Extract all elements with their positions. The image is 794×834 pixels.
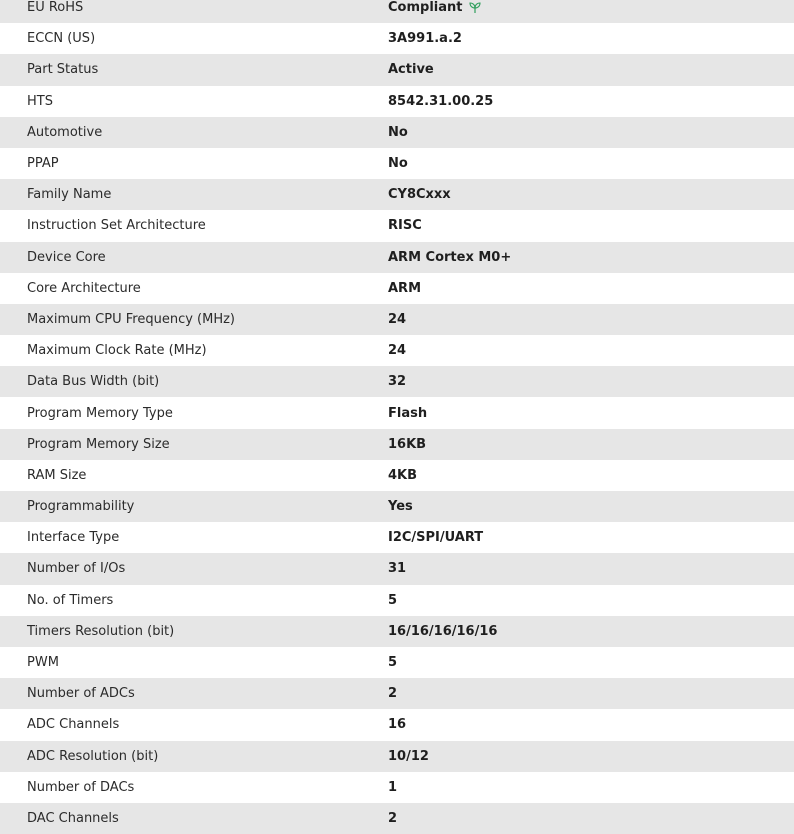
spec-row-eu-rohs — [0, 0, 794, 23]
spec-value: Yes — [388, 499, 413, 515]
spec-label: Data Bus Width (bit) — [27, 374, 160, 390]
spec-value: 32 — [388, 374, 407, 390]
spec-value: No — [388, 156, 408, 172]
spec-value: 8542.31.00.25 — [388, 93, 494, 109]
spec-label: Maximum Clock Rate (MHz) — [27, 343, 207, 359]
spec-value: Flash — [388, 405, 428, 421]
spec-value: 24 — [388, 343, 407, 359]
spec-row-dac-channels — [0, 803, 794, 834]
spec-value: No — [388, 124, 408, 140]
spec-value: ARM Cortex M0+ — [388, 249, 512, 265]
spec-label: RAM Size — [27, 467, 87, 483]
leaf-icon — [468, 2, 482, 14]
spec-label: Device Core — [27, 249, 106, 265]
spec-value: 2 — [388, 686, 398, 702]
spec-row-core-architecture — [0, 273, 794, 304]
spec-row-ram-size — [0, 460, 794, 491]
spec-row-number-of-dacs — [0, 772, 794, 803]
spec-label: ADC Channels — [27, 717, 120, 733]
spec-row-program-memory-type — [0, 397, 794, 428]
spec-value: Active — [388, 62, 434, 78]
spec-value: 1 — [388, 779, 398, 795]
spec-label: Number of DACs — [27, 779, 135, 795]
spec-row-pwm — [0, 647, 794, 678]
spec-value: RISC — [388, 218, 422, 234]
spec-row-number-of-ios — [0, 553, 794, 584]
spec-label: PPAP — [27, 156, 59, 172]
spec-value: Compliant — [388, 0, 463, 16]
spec-value: 16KB — [388, 436, 427, 452]
spec-value: 2 — [388, 810, 398, 826]
spec-label: No. of Timers — [27, 592, 114, 608]
spec-row-max-cpu-frequency — [0, 304, 794, 335]
spec-label: ADC Resolution (bit) — [27, 748, 159, 764]
spec-value-wrap — [388, 0, 482, 15]
spec-label: EU RoHS — [27, 0, 84, 16]
spec-row-adc-channels — [0, 709, 794, 740]
spec-row-ppap — [0, 148, 794, 179]
spec-label: Family Name — [27, 187, 112, 203]
spec-label: Programmability — [27, 499, 135, 515]
spec-label: ECCN (US) — [27, 31, 96, 47]
spec-row-part-status — [0, 54, 794, 85]
spec-row-programmability — [0, 491, 794, 522]
spec-row-timers-resolution — [0, 616, 794, 647]
spec-label: Timers Resolution (bit) — [27, 623, 175, 639]
spec-value: 16/16/16/16/16 — [388, 623, 498, 639]
spec-label: Automotive — [27, 124, 103, 140]
spec-label: HTS — [27, 93, 53, 109]
spec-row-program-memory-size — [0, 429, 794, 460]
spec-label: Core Architecture — [27, 280, 141, 296]
spec-value: I2C/SPI/UART — [388, 530, 484, 546]
spec-label: Number of ADCs — [27, 686, 135, 702]
spec-row-max-clock-rate — [0, 335, 794, 366]
spec-row-isa — [0, 210, 794, 241]
spec-row-adc-resolution — [0, 741, 794, 772]
spec-row-interface-type — [0, 522, 794, 553]
spec-value: 5 — [388, 592, 398, 608]
spec-row-automotive — [0, 117, 794, 148]
spec-label: Part Status — [27, 62, 99, 78]
spec-label: Number of I/Os — [27, 561, 126, 577]
spec-value: 10/12 — [388, 748, 429, 764]
spec-value: 16 — [388, 717, 407, 733]
spec-row-hts — [0, 86, 794, 117]
spec-row-eccn — [0, 23, 794, 54]
spec-row-number-of-adcs — [0, 678, 794, 709]
spec-row-data-bus-width — [0, 366, 794, 397]
spec-label: PWM — [27, 655, 59, 671]
spec-label: DAC Channels — [27, 810, 119, 826]
spec-label: Program Memory Size — [27, 436, 170, 452]
spec-label: Program Memory Type — [27, 405, 173, 421]
spec-row-number-of-timers — [0, 585, 794, 616]
spec-value: 24 — [388, 311, 407, 327]
spec-value: CY8Cxxx — [388, 187, 451, 203]
spec-value: 4KB — [388, 467, 418, 483]
spec-row-device-core — [0, 242, 794, 273]
spec-value: 5 — [388, 655, 398, 671]
spec-label: Instruction Set Architecture — [27, 218, 206, 234]
spec-value: 31 — [388, 561, 407, 577]
spec-value: 3A991.a.2 — [388, 31, 462, 47]
spec-row-family-name — [0, 179, 794, 210]
spec-label: Maximum CPU Frequency (MHz) — [27, 311, 235, 327]
spec-value: ARM — [388, 280, 422, 296]
spec-label: Interface Type — [27, 530, 120, 546]
